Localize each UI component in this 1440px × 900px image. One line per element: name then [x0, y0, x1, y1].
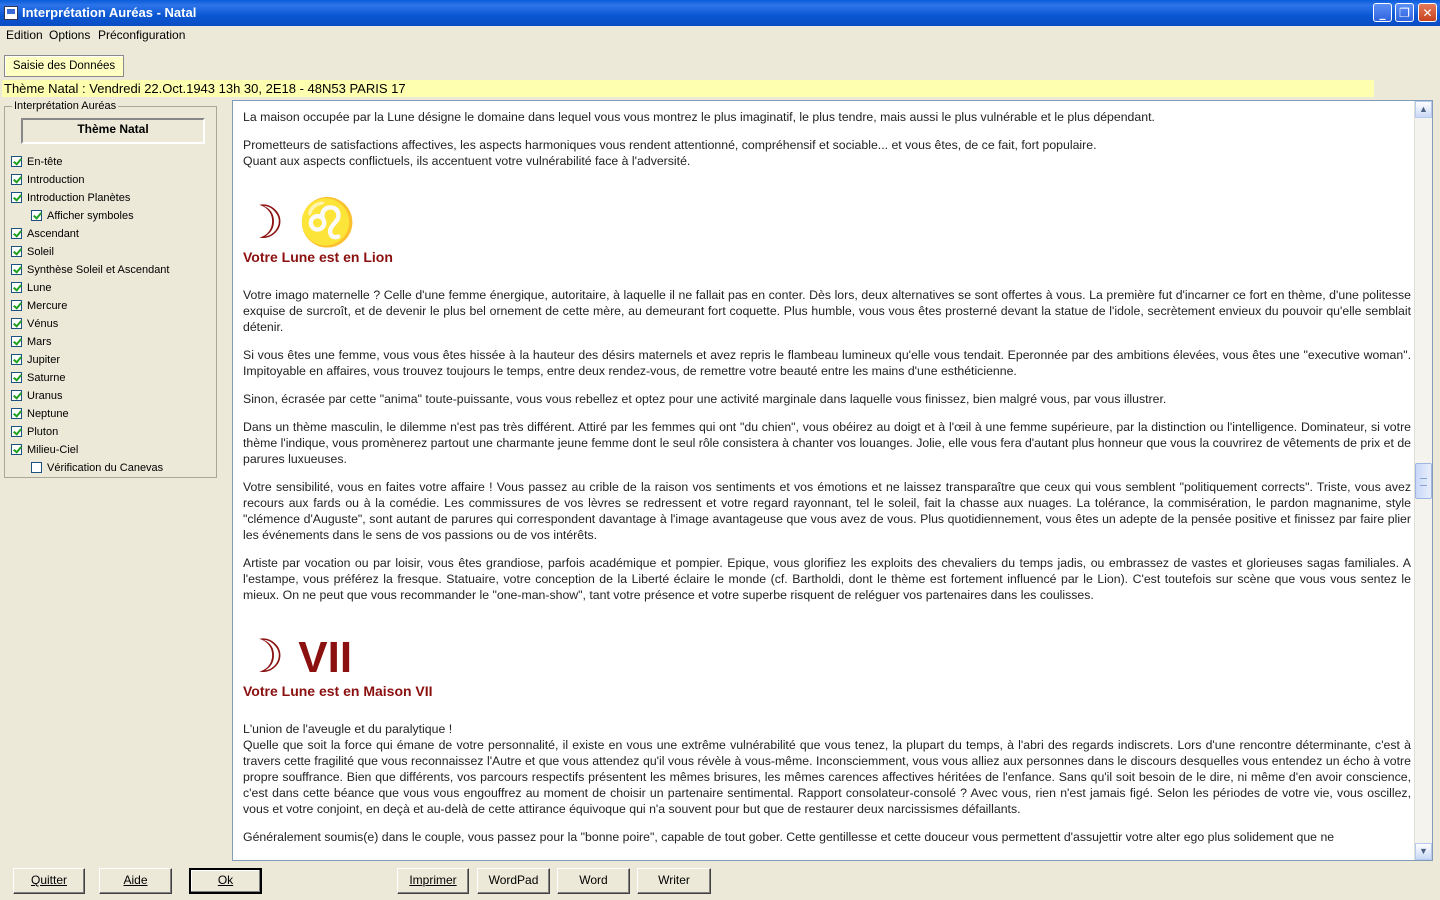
window-title: Interprétation Auréas - Natal [22, 5, 197, 20]
ok-label: Ok [217, 873, 234, 887]
option-soleil[interactable] [11, 245, 54, 259]
option-label: Mercure [27, 300, 68, 312]
section-lune-maison-glyphs [243, 629, 1411, 683]
option-label: Introduction [27, 174, 85, 186]
option-introduction[interactable] [11, 173, 84, 187]
theme-type-box: Thème Natal [21, 118, 205, 144]
option-pluton[interactable] [11, 425, 58, 439]
interpretation-options-group [4, 100, 217, 478]
leo-icon: ♌ [298, 195, 357, 249]
option-mars[interactable] [11, 335, 51, 349]
checkbox-uranus[interactable] [11, 390, 22, 401]
paragraph: Votre imago maternelle ? Celle d'une femme énergique, autoritaire, à laquelle il ne fallait pas en conter. Dès lors, deux alternatives se sont offertes à vous. La première fut d'incarner ce fort en thème, d'une politesse exquise de surcroît, et de devenir le plus bel ornement de cette mère, au demeurant fort coquette. Plus humble, vous vous êtes prosterné devant la statue de l'idole, secrètement envieux du pouvoir qu'elle semblait détenir. [243, 288, 1411, 334]
minimize-button[interactable]: _ [1373, 3, 1392, 22]
option-label: Milieu-Ciel [27, 444, 79, 456]
checkbox-soleil[interactable] [11, 246, 22, 257]
paragraph: Généralement soumis(e) dans le couple, vous passez pour la "bonne poire", capable de tout gober. Cette gentillesse et cette douceur vous permettent d'assujettir votre alter ego plus solidement que ne [243, 830, 1335, 844]
option-milieu-ciel[interactable] [11, 443, 78, 457]
house-numeral: VII [298, 633, 353, 682]
section-title-lune-maison: Votre Lune est en Maison VII [243, 683, 433, 699]
option-introduction-planetes[interactable] [11, 191, 130, 205]
option-label: Saturne [27, 372, 66, 384]
paragraph: La maison occupée par la Lune désigne le domaine dans lequel vous vous montrez le plus imaginatif, le plus tendre, mais aussi le plus vulnérable et le plus dépendant. [243, 110, 1155, 124]
section-lune-lion-glyphs [243, 195, 1411, 249]
option-label: Lune [27, 282, 52, 294]
paragraph: Votre sensibilité, vous en faites votre affaire ! Vous passez au crible de la raison vos sentiments et vos émotions et ne laissez transparaître que ceux qui vous semblent "politiquement corrects". Triste, vous avez recours aux fards ou à la comédie. Les commissures de vos lèvres se redressent et votre regard rayonnant, tel le soleil, fait la chasse aux nuages. La tolérance, la commisération, le pardon magnanime, style "clémence d'Auguste", sont autant de parures qui correspondent davantage à l'image avantageuse que vous avez de vous. Plus quotidiennement, vous êtes un adepte de la pensée positive et finissez par faire plier les événements dans le sens de vos passions ou de vos intérêts. [243, 480, 1411, 542]
option-label: En-tête [27, 156, 63, 168]
menu-preconfiguration[interactable]: Préconfiguration [98, 28, 186, 42]
checkbox-pluton[interactable] [11, 426, 22, 437]
option-label: Uranus [27, 390, 63, 402]
saisie-donnees-button[interactable]: Saisie des Données [4, 55, 124, 77]
menu-edition[interactable]: Edition [6, 28, 43, 42]
title-bar [0, 0, 1440, 26]
wordpad-button[interactable]: WordPad [477, 868, 550, 894]
paragraph: Prometteurs de satisfactions affectives, les aspects harmoniques vous rendent attentionné, compréhensif et sociable... et vous êtes, de ce fait, fort populaire. Quant aux aspects conflictuels, ils accentuent votre vulnérabilité face à l'adversité. [243, 138, 1097, 168]
option-synthese-soleil-et-ascendant[interactable] [11, 263, 169, 277]
checkbox-neptune[interactable] [11, 408, 22, 419]
checkbox-mercure[interactable] [11, 300, 22, 311]
paragraph: Artiste par vocation ou par loisir, vous êtes grandiose, parfois académique et pompier. Epique, vous glorifiez les exploits des chevaliers du temps jadis, ou embrassez de vastes et glorieuses sagas familiales. A l'estampe, vous préférez la fresque. Statuaire, votre conception de la Liberté éclaire le monde (cf. Bartholdi, dont le thème est fortement influencé par le Lion). C'est toutefois sur scène que vous vous sentez le mieux. On ne peut que vous recommander le "one-man-show", tant votre présence et votre superbe risquent de reléguer vos partenaires dans les coulisses. [243, 556, 1411, 602]
option-verification-du-canevas[interactable] [31, 461, 163, 475]
checkbox-verification-du-canevas[interactable] [31, 462, 42, 473]
interpretation-text [243, 109, 1411, 857]
option-label: Synthèse Soleil et Ascendant [27, 264, 170, 276]
checkbox-jupiter[interactable] [11, 354, 22, 365]
paragraph: Dans un thème masculin, le dilemme n'est pas très différent. Attiré par les femmes qui ont "du chien", vous obéirez au doigt et à l'œil à une femme supérieure, par la distinction ou l'intelligence. Dominateur, si votre thème l'indique, vous promènerez partout une charmante jeune femme dont le seul rôle consistera à chanter vos louanges. Jolie, elle vous fera d'autant plus honneur que vous la couvrirez de vêtements de prix et de parures luxueuses. [243, 420, 1411, 466]
intro-paragraphs [243, 109, 1411, 169]
paragraph: L'union de l'aveugle et du paralytique ! Quelle que soit la force qui émane de votre personnalité, il existe en vous une extrême vulnérabilité que vous tenez, la plupart du temps, à l'abri des regards indiscrets. Lors d'une rencontre déterminante, c'est à travers cette fragilité que vous reconnaissez l'Autre et que vous attendez qu'il vous révèle à vous-même. Inconsciemment, vous vous alliez aux personnes dans le discours desquelles vous entendez un écho à votre propre souffrance. Bien que différents, vos parcours respectifs présentent les mêmes brisures, les mêmes carences affectives héritées de l'enfance. Sans qu'il soit besoin de le dire, ni même d'en avoir conscience, c'est dans cette béance que vous vous engouffrez au moment de choisir un partenaire sentimental. Rapport consolateur-consolé ? Avec vous, rien n'est jamais figé. Selon les périodes de votre vie, vous oscillez, vous et votre conjoint, en deçà et au-delà de cette attirance équivoque qui n'a souvent pour but que de restaurer deux narcissismes défaillants. [243, 722, 1411, 816]
checkbox-mars[interactable] [11, 336, 22, 347]
option-label: Soleil [27, 246, 54, 258]
option-label: Vérification du Canevas [47, 462, 164, 474]
option-label: Afficher symboles [47, 210, 134, 222]
option-label: Pluton [27, 426, 59, 438]
option-mercure[interactable] [11, 299, 67, 313]
moon-icon: ☽ [243, 195, 285, 249]
option-venus[interactable] [11, 317, 58, 331]
paragraph: Sinon, écrasée par cette "anima" toute-puissante, vous vous rebellez et optez pour une activité marginale dans laquelle vous finissez, bien malgré vous, par vous illustrer. [243, 392, 1167, 406]
vertical-scrollbar[interactable] [1414, 101, 1432, 860]
scroll-down-arrow-icon[interactable]: ▼ [1415, 843, 1432, 860]
word-button[interactable]: Word [557, 868, 630, 894]
checkbox-ascendant[interactable] [11, 228, 22, 239]
checkbox-venus[interactable] [11, 318, 22, 329]
option-label: Neptune [27, 408, 69, 420]
help-button[interactable] [99, 868, 172, 894]
quit-label: Quitter [30, 873, 67, 887]
checkbox-saturne[interactable] [11, 372, 22, 383]
moon-icon: ☽ [243, 629, 285, 683]
option-jupiter[interactable] [11, 353, 60, 367]
option-ascendant[interactable] [11, 227, 79, 241]
maximize-button[interactable]: ❐ [1395, 3, 1414, 22]
ok-button[interactable] [189, 868, 262, 894]
option-afficher-symboles[interactable] [31, 209, 134, 223]
option-label: Vénus [27, 318, 59, 330]
option-label: Mars [27, 336, 52, 348]
option-neptune[interactable] [11, 407, 69, 421]
option-en-tete[interactable] [11, 155, 62, 169]
paragraph: Si vous êtes une femme, vous vous êtes hissée à la hauteur des désirs maternels et avez repris le flambeau lumineux qu'elle vous tendait. Eperonnée par des ambitions élevées, vous êtes une "executive woman". Impitoyable en affaires, vous trouvez toujours le temps, entre deux rendez-vous, de remettre votre beauté entre les mains d'une esthéticienne. [243, 348, 1411, 378]
section-lune-maison-text [243, 721, 1411, 845]
checkbox-en-tete[interactable] [11, 156, 22, 167]
option-label: Jupiter [27, 354, 61, 366]
help-label: Aide [123, 873, 148, 887]
interpretation-text-pane[interactable] [232, 100, 1433, 861]
checkbox-synthese-soleil-et-ascendant[interactable] [11, 264, 22, 275]
menu-bar [0, 26, 1440, 44]
checkbox-lune[interactable] [11, 282, 22, 293]
option-label: Ascendant [27, 228, 79, 240]
section-lune-lion-text [243, 287, 1411, 603]
writer-button[interactable]: Writer [637, 868, 711, 894]
app-icon[interactable] [4, 6, 18, 20]
quit-button[interactable] [13, 868, 85, 894]
print-label: Imprimer [409, 873, 457, 887]
scroll-up-arrow-icon[interactable]: ▲ [1415, 101, 1432, 118]
option-saturne[interactable] [11, 371, 66, 385]
option-lune[interactable] [11, 281, 51, 295]
checkbox-afficher-symboles[interactable] [31, 210, 42, 221]
print-button[interactable] [397, 868, 469, 894]
checkbox-introduction-planetes[interactable] [11, 192, 22, 203]
section-title-lune-lion: Votre Lune est en Lion [243, 249, 393, 265]
option-uranus[interactable] [11, 389, 62, 403]
option-label: Introduction Planètes [27, 192, 131, 204]
menu-options[interactable]: Options [49, 28, 91, 42]
theme-natal-info: Thème Natal : Vendredi 22.Oct.1943 13h 30, 2E18 - 48N53 PARIS 17 [2, 80, 1374, 97]
scroll-thumb[interactable] [1415, 463, 1432, 499]
checkbox-milieu-ciel[interactable] [11, 444, 22, 455]
group-title: Interprétation Auréas [14, 100, 117, 112]
checkbox-introduction[interactable] [11, 174, 22, 185]
close-button[interactable]: ✕ [1418, 3, 1437, 22]
